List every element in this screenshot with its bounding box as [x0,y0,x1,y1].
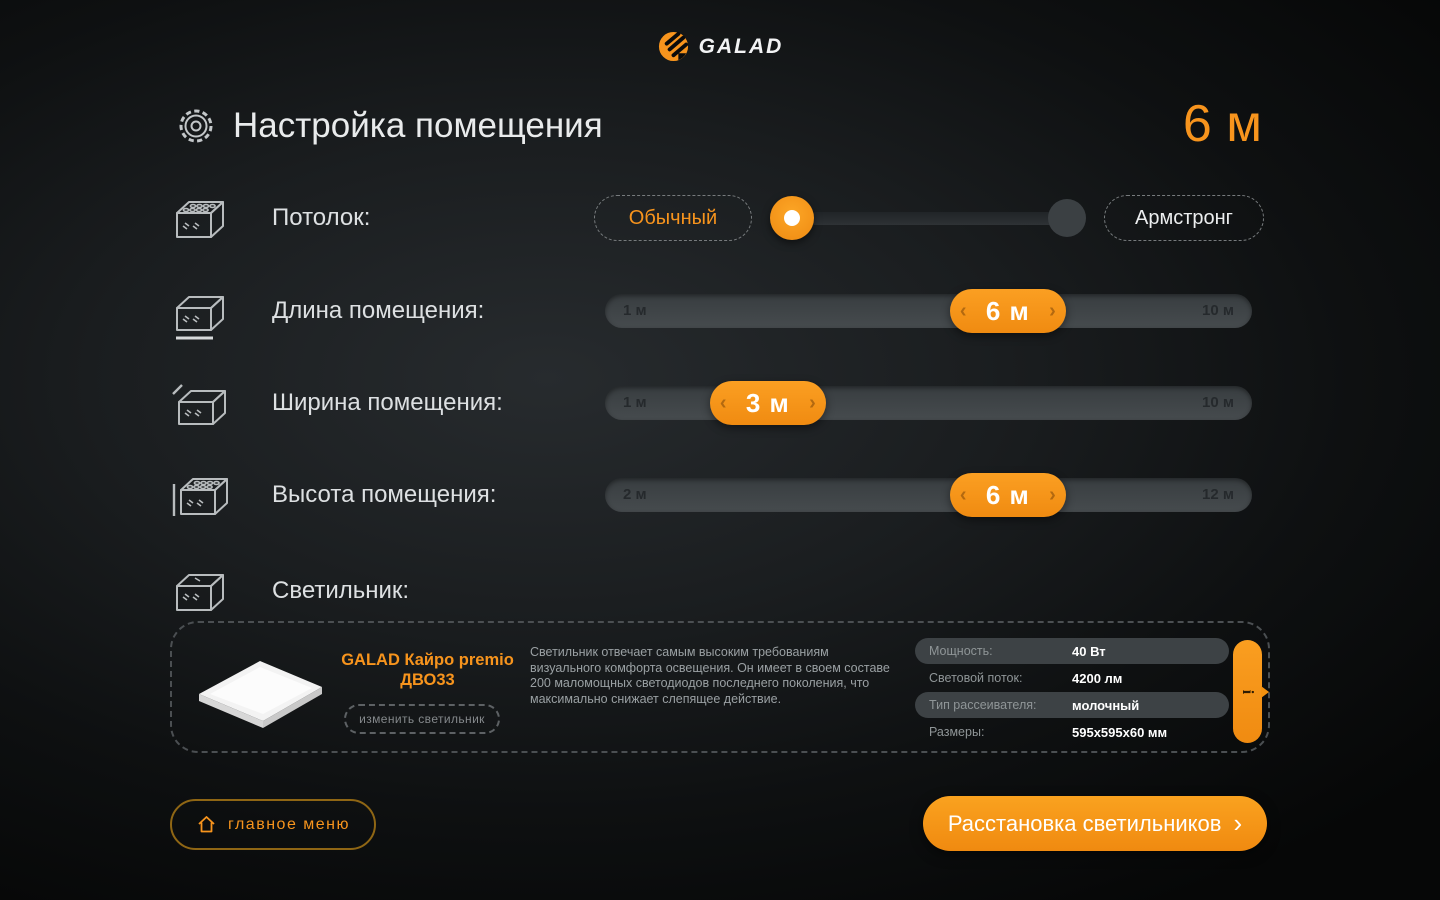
room-length-slider-handle[interactable] [950,289,1066,333]
ceiling-label: Потолок: [272,204,371,231]
home-icon [196,814,217,835]
page-title: Настройка помещения [233,106,603,145]
main-menu-button[interactable] [170,799,376,850]
spec-row-diffuser-type [915,692,1229,718]
place-luminaires-button[interactable] [923,796,1267,851]
ceiling-toggle-right-knob[interactable] [1048,199,1086,237]
brand-logo [0,30,1440,63]
luminaire-name [325,650,530,690]
luminaire-panel-image [184,639,334,737]
luminaire-box-icon [171,568,231,616]
slider-min-label: 1 м [623,302,647,319]
spec-row-luminous-flux [915,665,1229,691]
room-size-display: 6 м [1182,95,1262,153]
luminaire-info-button[interactable] [1233,640,1262,743]
chevron-right-icon: › [1233,807,1243,838]
room-height-slider-handle[interactable] [950,473,1066,517]
spec-value: 4200 лм [1072,670,1123,686]
room-height-value: 6 м [985,479,1030,510]
room-width-label: Ширина помещения: [272,389,503,416]
room-length-icon [171,290,231,342]
slider-min-label: 1 м [623,394,647,411]
spec-value: молочный [1072,697,1140,713]
spec-label: Световой поток: [929,671,1023,685]
luminaire-label: Светильник: [272,577,410,604]
room-width-icon [171,382,231,430]
room-length-label: Длина помещения: [272,297,485,324]
room-width-slider-handle[interactable] [710,381,826,425]
spec-label: Тип рассеивателя: [929,698,1037,712]
chevron-right-icon: › [1049,299,1056,322]
settings-gear-icon [176,106,216,146]
ceiling-option-ordinary-button[interactable]: Обычный [594,195,752,241]
spec-row-power [915,638,1229,664]
room-height-slider[interactable] [605,478,1252,512]
main-menu-label: главное меню [227,815,351,833]
ceiling-block-icon [171,195,231,243]
spec-value: 40 Вт [1072,643,1106,659]
luminaire-name-line1: GALAD Кайро premio [341,651,514,669]
chevron-left-icon: ‹ [719,391,727,414]
knob-dot [784,210,800,226]
info-icon: i [1239,689,1257,694]
luminaire-specs-table [915,638,1229,746]
ceiling-toggle-slider[interactable] [770,196,1086,240]
brand-logo-text: GALAD [698,34,784,58]
room-width-value: 3 м [745,387,790,418]
spec-label: Размеры: [929,725,985,739]
slider-min-label: 2 м [623,486,647,503]
spec-label: Мощность: [929,644,993,658]
room-length-value: 6 м [985,295,1030,326]
room-height-label: Высота помещения: [272,481,497,508]
chevron-right-icon: › [809,391,816,414]
spec-value: 595x595x60 мм [1072,724,1168,740]
change-luminaire-button[interactable]: изменить светильник [344,704,500,734]
chevron-right-icon: › [1049,483,1056,506]
slider-max-label: 10 м [1202,302,1234,319]
luminaire-name-line2: ДВО33 [400,671,455,689]
luminaire-description: Светильник отвечает самым высоким требованиям визуального комфорта освещения. Он имеет в своем составе 200 маломощных светодиодов последнего поколения, что максимально снижает слепящее действие. [530,645,890,706]
slider-max-label: 12 м [1202,486,1234,503]
place-luminaires-label: Расстановка светильников [947,810,1222,836]
luminaire-card [170,621,1270,753]
galad-logo-icon [657,30,690,63]
spec-row-dimensions [915,719,1229,745]
room-width-slider[interactable] [605,386,1252,420]
ceiling-option-armstrong-button[interactable]: Армстронг [1104,195,1264,241]
room-height-icon [171,470,231,520]
slider-max-label: 10 м [1202,394,1234,411]
chevron-left-icon: ‹ [959,299,967,322]
room-length-slider[interactable] [605,294,1252,328]
chevron-left-icon: ‹ [959,483,967,506]
ceiling-toggle-knob[interactable] [770,196,814,240]
ceiling-toggle-track[interactable] [792,212,1066,225]
